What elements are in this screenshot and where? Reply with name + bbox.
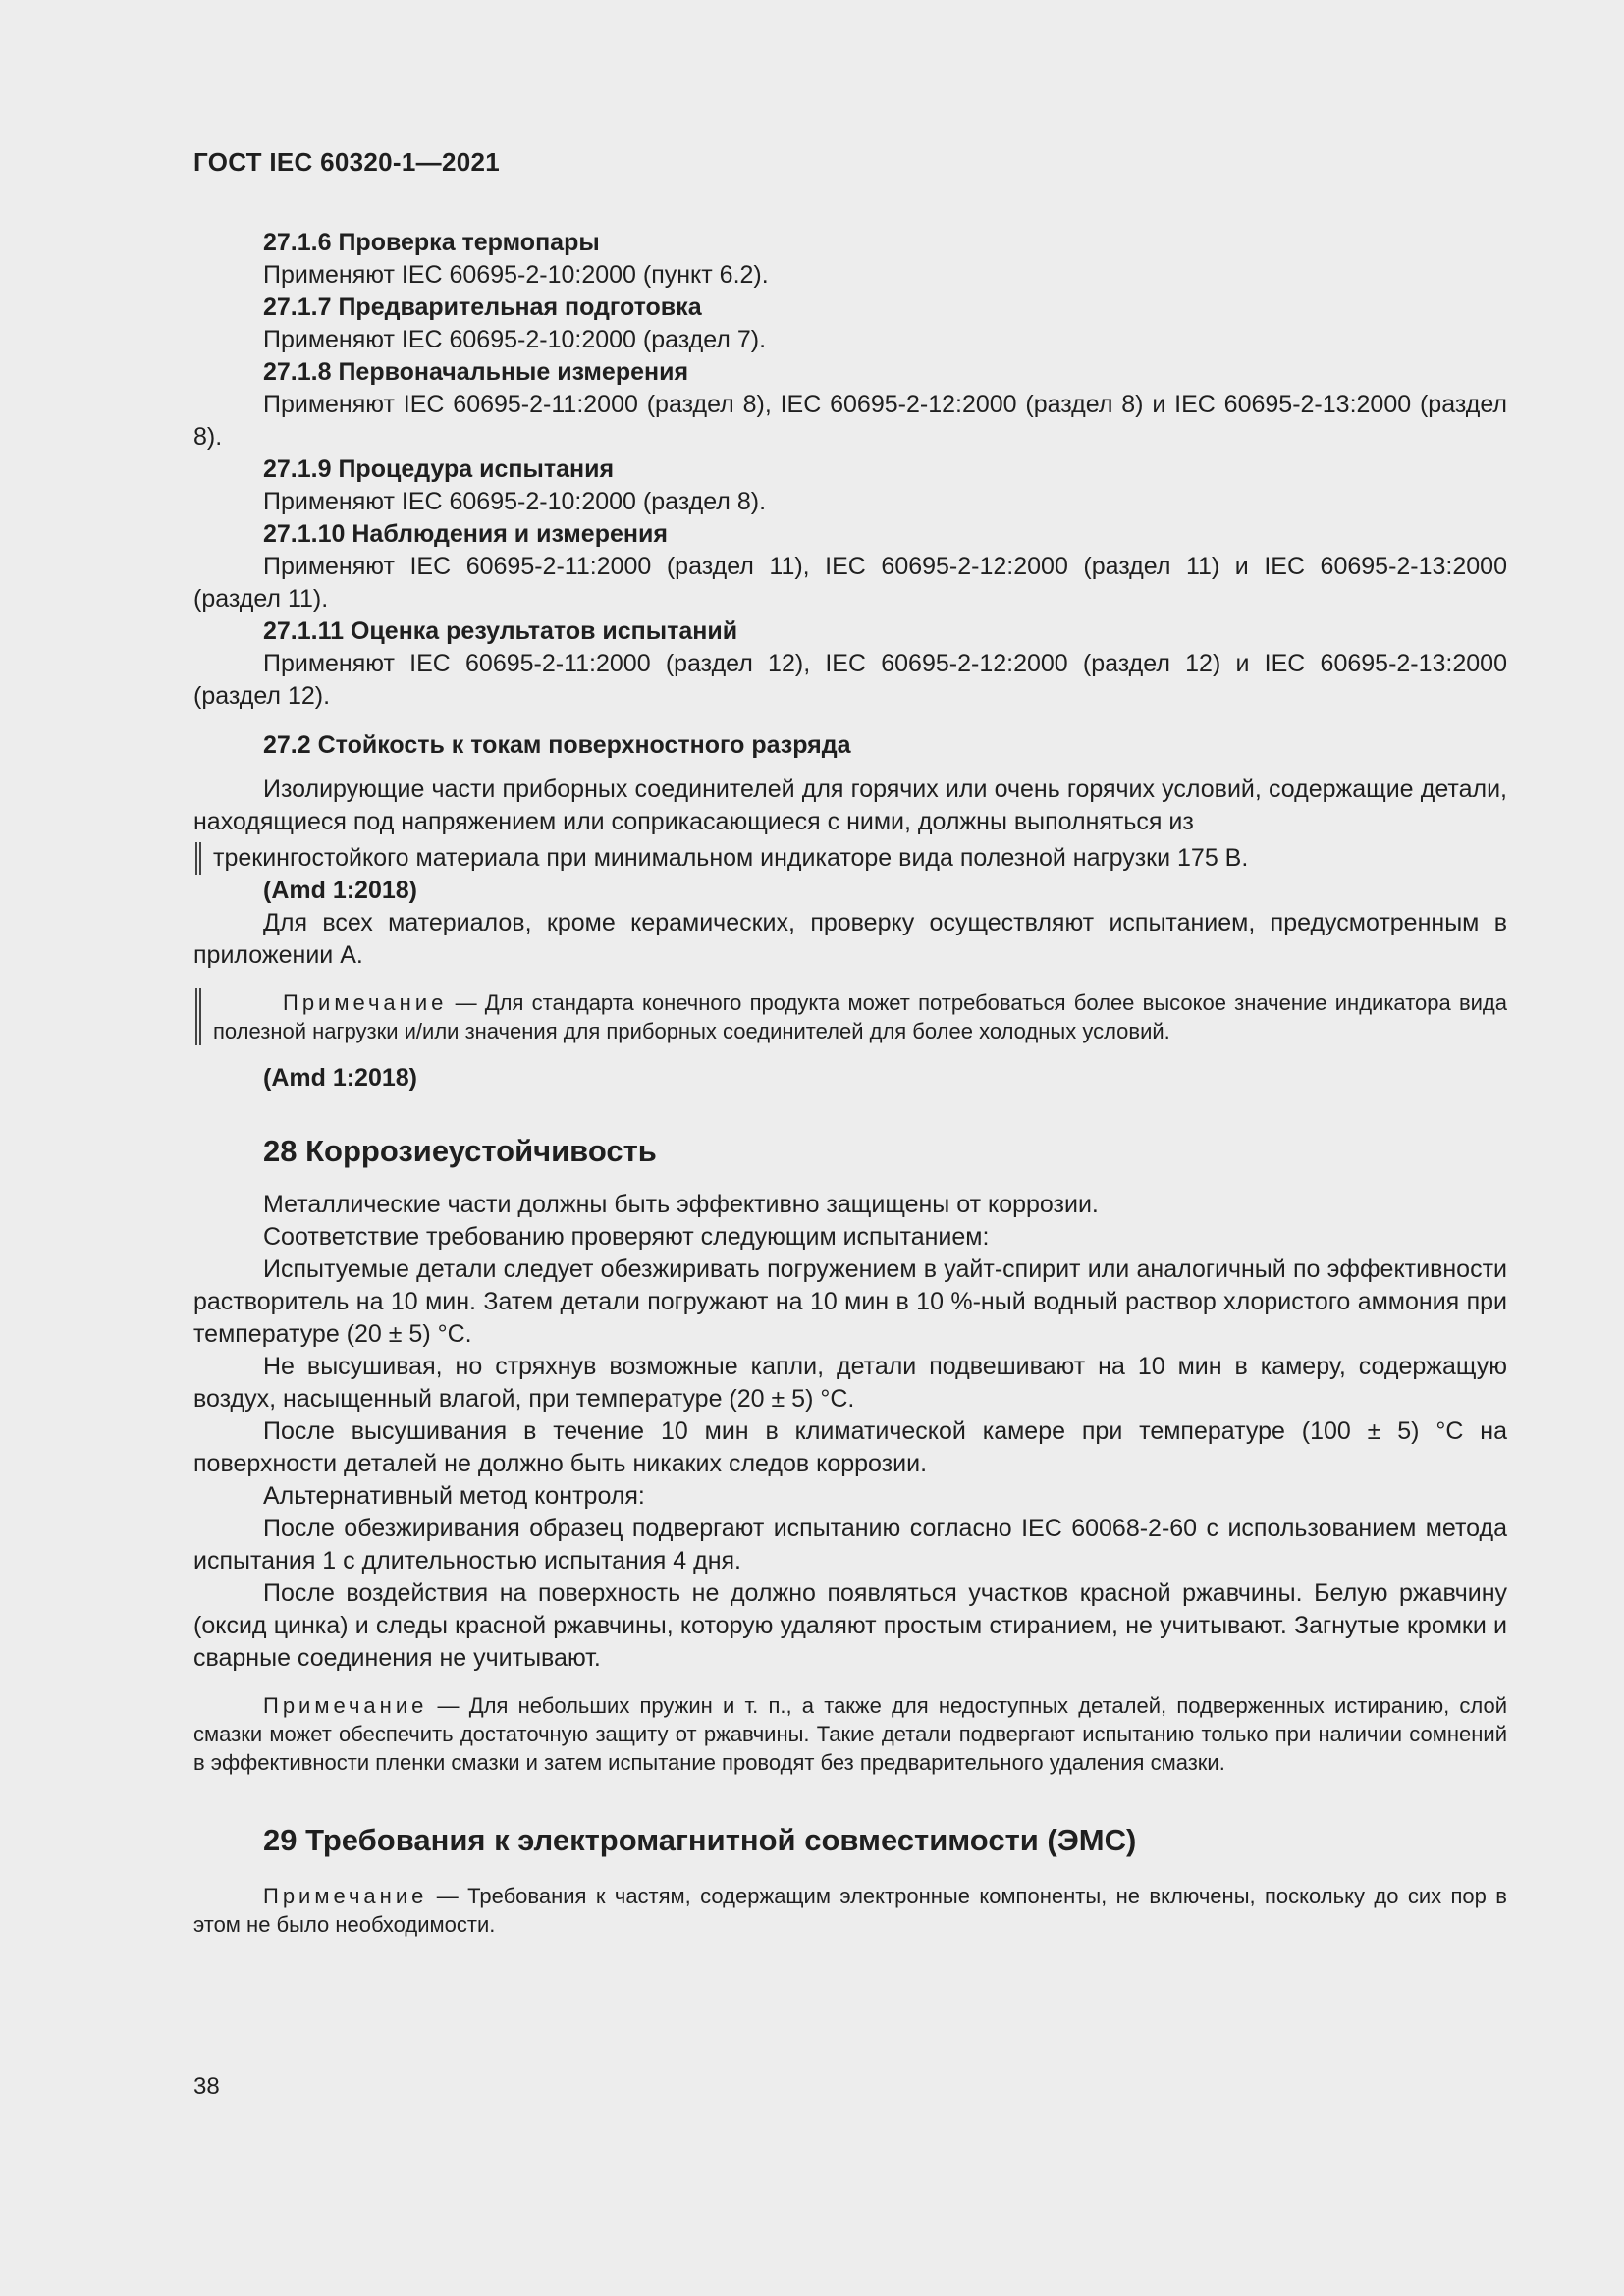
section-28-paragraph: Соответствие требованию проверяют следующим испытанием: — [263, 1223, 990, 1251]
amendment-reference: (Amd 1:2018) — [263, 1064, 417, 1092]
section-27-1-9-text: Применяют IEC 60695-2-10:2000 (раздел 8). — [263, 488, 767, 515]
section-27-1-7-text: Применяют IEC 60695-2-10:2000 (раздел 7). — [263, 326, 767, 353]
section-27-1-9-title: 27.1.9 Процедура испытания — [263, 455, 615, 483]
note-text: — Для стандарта конечного продукта может потребоваться более высокое значение индикатора вида полезной нагрузки и/или значения для приборных соединителей для более холодных условий. — [213, 990, 1507, 1043]
section-27-1-10-title: 27.1.10 Наблюдения и измерения — [263, 520, 668, 548]
section-28-paragraph: После высушивания в течение 10 мин в климатической камере при температуре (100 ± 5) °С на поверхности деталей не должно быть никаких следов коррозии. — [193, 1417, 1507, 1477]
section-28-paragraph: Испытуемые детали следует обезжиривать погружением в уайт-спирит или аналогичный по эффективности растворитель на 10 мин. Затем детали погружают на 10 мин в 10 %-ный водный раствор хлористого аммония при температуре (20 ± 5) °С. — [193, 1255, 1507, 1348]
section-28-paragraph: Металлические части должны быть эффективно защищены от коррозии. — [263, 1191, 1099, 1218]
section-29-heading: 29 Требования к электромагнитной совместимости (ЭМС) — [263, 1823, 1137, 1857]
section-27-1-10-text: Применяют IEC 60695-2-11:2000 (раздел 11), IEC 60695-2-12:2000 (раздел 11) и IEC 60695-2-13:2000 (раздел 11). — [193, 553, 1507, 613]
section-27-1-11-title: 27.1.11 Оценка результатов испытаний — [263, 617, 738, 645]
section-28-paragraph: Не высушивая, но стряхнув возможные капли, детали подвешивают на 10 мин в камеру, содержащую воздух, насыщенный влагой, при температуре (20 ± 5) °С. — [193, 1353, 1507, 1413]
section-27-2-note — [193, 988, 1507, 1045]
document-header: ГОСТ IEC 60320-1—2021 — [193, 147, 500, 177]
document-body — [193, 227, 1507, 1939]
note-text: — Требования к частям, содержащим электронные компоненты, не включены, поскольку до сих пор в этом не было необходимости. — [193, 1884, 1507, 1937]
section-28-note — [193, 1691, 1507, 1777]
section-27-1-6-title: 27.1.6 Проверка термопары — [263, 229, 600, 256]
note-text: — Для небольших пружин и т. п., а также для недоступных деталей, подверженных истиранию, слой смазки может обеспечить достаточную защиту от ржавчины. Такие детали подвергают испытанию только при наличии сомнений в эффективности пленки смазки и затем испытание проводят без предварительного удаления смазки. — [193, 1693, 1507, 1775]
section-28-paragraph: После обезжиривания образец подвергают испытанию согласно IEC 60068-2-60 с использованием метода испытания 1 с длительностью испытания 4 дня. — [193, 1515, 1507, 1575]
section-29-note — [193, 1882, 1507, 1939]
section-27-2-test-paragraph: Для всех материалов, кроме керамических, проверку осуществляют испытанием, предусмотренным в приложении А. — [193, 909, 1507, 969]
section-28-paragraph: После воздействия на поверхность не должно появляться участков красной ржавчины. Белую ржавчину (оксид цинка) и следы красной ржавчины, которую удаляют простым стиранием, не учитывают. Загнутые кромки и сварные соединения не учитывают. — [193, 1579, 1507, 1672]
section-27-1-7-title: 27.1.7 Предварительная подготовка — [263, 294, 702, 321]
note-label: Примечание — [263, 1693, 428, 1718]
section-27-2-paragraph: Изолирующие части приборных соединителей для горячих или очень горячих условий, содержащие детали, находящиеся под напряжением или соприкасающиеся с ними, должны выполняться из — [193, 775, 1507, 835]
page-number: 38 — [193, 2073, 220, 2100]
section-27-2-paragraph-changed: трекингостойкого материала при минимальном индикаторе вида полезной нагрузки 175 В. — [193, 842, 1507, 875]
section-27-1-11-text: Применяют IEC 60695-2-11:2000 (раздел 12), IEC 60695-2-12:2000 (раздел 12) и IEC 60695-2-13:2000 (раздел 12). — [193, 650, 1507, 710]
section-27-1-6-text: Применяют IEC 60695-2-10:2000 (пункт 6.2). — [263, 261, 769, 289]
note-label: Примечание — [263, 1884, 428, 1908]
section-27-1-8-text: Применяют IEC 60695-2-11:2000 (раздел 8), IEC 60695-2-12:2000 (раздел 8) и IEC 60695-2-13:2000 (раздел 8). — [193, 391, 1507, 451]
section-27-1-8-title: 27.1.8 Первоначальные измерения — [263, 358, 689, 386]
section-27-2-title: 27.2 Стойкость к токам поверхностного разряда — [263, 731, 851, 759]
section-28-heading: 28 Коррозиеустойчивость — [263, 1134, 657, 1168]
amendment-reference: (Amd 1:2018) — [263, 877, 417, 904]
note-label: Примечание — [283, 990, 448, 1015]
section-28-paragraph: Альтернативный метод контроля: — [263, 1482, 645, 1510]
